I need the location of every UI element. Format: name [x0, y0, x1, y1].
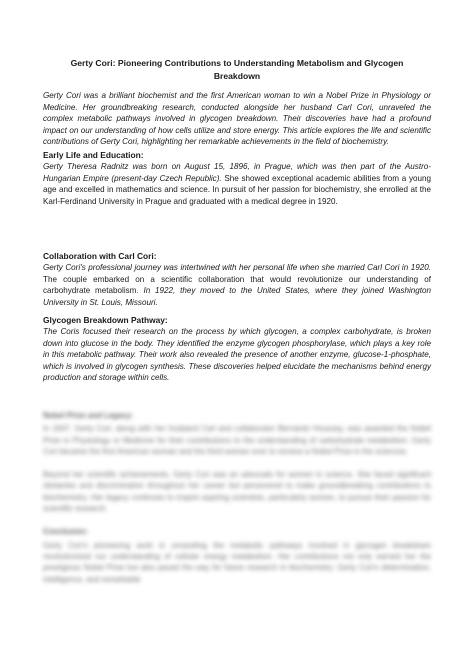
- intro-paragraph: Gerty Cori was a brilliant biochemist and the first American woman to win a Nobel Prize in Physiology or Medicine. Her groundbreaking research, conducted alongside her husband Carl Cori, unraveled the complex metabolic pathways involved in glycogen breakdown. Their discoveries have had a profound impact on our understanding of how cells utilize and store energy. This article explores the life and scientific contributions of Gerty Cori, highlighting her remarkable achievements in the field of biochemistry.: [43, 91, 431, 147]
- early-life-italic-text: Gerty Theresa Radnitz was born on August 15, 1896, in Prague, which was then part of the Austro-Hungarian Empire (present-day Czech Republic).: [43, 162, 431, 183]
- early-life-text: She showed exceptional academic abilities from a young age and excelled in mathematics and science. In pursuit of her passion for biochemistry, she enrolled at the Karl-Ferdinand University in Prague and graduated with a medical degree in 1920.: [43, 173, 432, 206]
- section-heading-glycogen: Glycogen Breakdown Pathway:: [43, 315, 168, 325]
- collaboration-italic-text: Gerty Cori's professional journey was intertwined with her personal life when she married Carl Cori in 1920.: [43, 263, 431, 272]
- section-body-early-life: [43, 161, 431, 207]
- blurred-preview-region: [43, 410, 431, 650]
- blurred-paragraph-3: Gerty Cori's pioneering work in unraveling the metabolic pathways involved in glycogen breakdown revolutionized our understanding of cellular energy metabolism. Her contributions not only earned her the prestigious Nobel Prize but also paved the way for future research in biochemistry. Gerty Cori's determination, intelligence, and remarkable: [43, 540, 431, 584]
- blurred-heading-conclusion: Conclusion:: [43, 527, 89, 537]
- document-title: Gerty Cori: Pioneering Contributions to Understanding Metabolism and Glycogen Breakdown: [70, 58, 404, 81]
- collaboration-italic-text-2: In 1922, they moved to the United States, where they joined Washington University in St. Louis, Missouri.: [43, 286, 432, 307]
- collaboration-text: The couple embarked on a scientific collaboration that would revolutionize our understanding of carbohydrate metabolism.: [43, 274, 431, 296]
- section-body-glycogen: The Coris focused their research on the process by which glycogen, a complex carbohydrate, is broken down into glucose in the body. They identified the enzyme glycogen phosphorylase, which plays a key role in this metabolic pathway. Their work also revealed the presence of another enzyme, glucose-1-phosphate, which is involved in glycogen synthesis. These discoveries helped elucidate the mechanisms behind energy production and storage within cells.: [43, 327, 431, 383]
- blurred-paragraph-1: In 1947, Gerty Cori, along with her husband Carl and collaborator Bernardo Houssay, was awarded the Nobel Prize in Physiology or Medicine for their contributions to the understanding of carbohydrate metabolism. Gerty Cori became the first American woman and the third woman ever to receive a Nobel Prize in the sciences.: [43, 424, 431, 456]
- section-body-collaboration: [43, 262, 431, 308]
- section-heading-collaboration: Collaboration with Carl Cori:: [43, 251, 157, 261]
- section-heading-early-life: Early Life and Education:: [43, 150, 144, 160]
- blurred-heading-nobel: Nobel Prize and Legacy:: [43, 411, 134, 420]
- blurred-paragraph-2: Beyond her scientific achievements, Gerty Cori was an advocate for women in science. She faced significant obstacles and discrimination throughout her career but persevered to make groundbreaking contributions to biochemistry. Her legacy continues to inspire aspiring scientists, particularly women, to pursue their passion for scientific research.: [43, 470, 431, 514]
